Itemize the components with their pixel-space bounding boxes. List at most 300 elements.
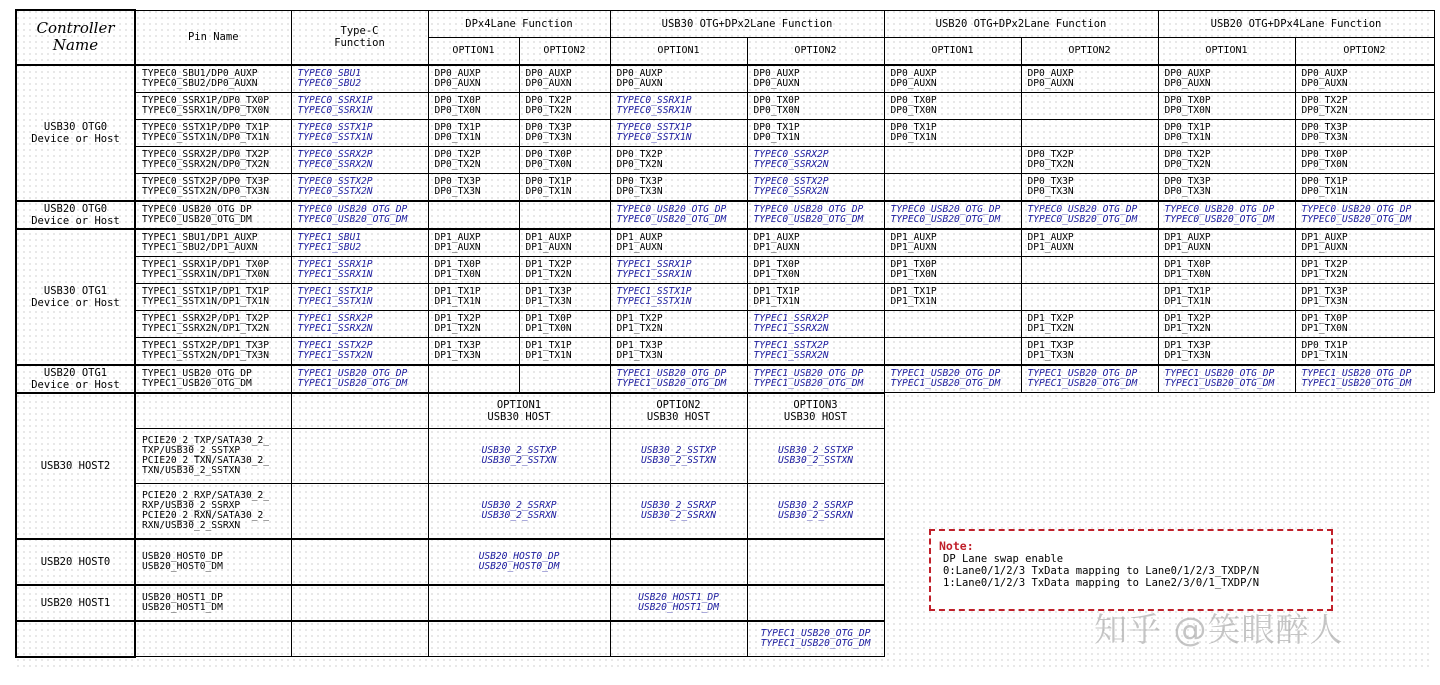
cell-line: DP0_TX1P: [1301, 339, 1348, 351]
cell-line: DP0_AUXN: [1027, 77, 1074, 89]
cell-line: PCIE20_2_RXN/SATA30_2_: [142, 509, 270, 521]
option-cell: [610, 256, 747, 283]
cell-line: TYPEC1_USB20_OTG_DP: [616, 367, 727, 379]
controller-name: USB20 HOST1: [16, 585, 135, 621]
option-cell: [519, 365, 610, 393]
cell-line: TYPEC0_USB20_OTG_DP: [1301, 203, 1412, 215]
cell-line: DP0_AUXN: [1164, 77, 1211, 89]
cell-line: TYPEC1_USB20_OTG_DP: [297, 367, 408, 379]
pin-name-cell: [135, 483, 291, 539]
cell-line: DP0_TX0P: [1301, 148, 1348, 160]
host-signal: [778, 501, 853, 521]
option-cell: [1158, 201, 1295, 229]
typec-function-cell: [291, 365, 428, 393]
pin-row: [16, 283, 1434, 310]
cell-line: DP1_TX2P: [616, 312, 663, 324]
cell-line: USB30_2_SSRXN: [481, 509, 557, 521]
cell-line: DP1_TX3N: [525, 295, 572, 307]
pin-name-cell: [135, 310, 291, 337]
host-header-row: [16, 393, 1434, 429]
cell-line: TYPEC1_SSRX1N/DP1_TX0N: [142, 268, 270, 280]
cell-line: USB30_2_SSRXN: [777, 509, 854, 521]
cell-line: TYPEC1_SSTX1N/DP1_TX1N: [142, 295, 270, 307]
cell-line: DP1_TX3P: [616, 339, 663, 351]
cell-line: TYPEC1_USB20_OTG_DM: [753, 377, 864, 389]
host-signal: [638, 593, 719, 613]
cell-line: DP0_TX0N: [753, 104, 800, 116]
cell-line: DP1_AUXN: [890, 241, 937, 253]
typec-function-cell: [291, 428, 428, 483]
cell-line: TYPEC1_USB20_OTG_DP: [1164, 367, 1275, 379]
pin-name-cell: [135, 539, 291, 585]
typec-function-cell: [291, 283, 428, 310]
option-cell: [610, 229, 747, 257]
pin-name-cell: [135, 92, 291, 119]
option-cell: [610, 146, 747, 173]
cell-line: DP1_TX2P: [1164, 312, 1211, 324]
cell-line: TYPEC0_SSRX2N: [297, 158, 373, 170]
cell-line: TYPEC0_USB20_OTG_DP: [1027, 203, 1138, 215]
cell-line: DP0_TX1N: [1301, 185, 1348, 197]
typec-function-cell: [291, 119, 428, 146]
cell-line: USB30_2_SSTXP: [777, 444, 854, 456]
host-signal: [479, 552, 560, 572]
cell-line: DP1_TX1N: [434, 295, 481, 307]
cell-line: DP1_AUXN: [616, 241, 663, 253]
option-cell: [428, 201, 519, 229]
cell-line: DP0_TX2N: [1301, 104, 1348, 116]
option-cell: [428, 146, 519, 173]
cell-line: USB30_2_SSRXN: [640, 509, 717, 521]
option-cell: [747, 229, 884, 257]
cell-line: DP1_TX1N: [525, 349, 572, 361]
host-option-cell: [428, 585, 610, 621]
option-header: OPTION1: [610, 37, 747, 65]
cell-line: USB30_2_SSRXP: [640, 499, 717, 511]
option-cell: [747, 173, 884, 201]
cell-line: TYPEC0_USB20_OTG_DM: [616, 213, 727, 225]
option-cell: [1295, 173, 1434, 201]
option-cell: [428, 119, 519, 146]
cell-line: OPTION3: [793, 398, 838, 411]
cell-line: DP0_TX2P: [1027, 148, 1074, 160]
cell-line: DP1_AUXN: [525, 241, 572, 253]
cell-line: TYPEC1_USB20_OTG_DM: [616, 377, 727, 389]
pin-name-cell: [135, 428, 291, 483]
option-cell: [884, 310, 1021, 337]
option-cell: [1021, 256, 1158, 283]
typec-function-cell: [291, 621, 428, 657]
option-cell: [519, 229, 610, 257]
controller-role-line: Device or Host: [31, 132, 120, 145]
option-cell: [519, 256, 610, 283]
controller-name-line: USB30 OTG0: [43, 120, 108, 133]
host-option-cell: [747, 428, 884, 483]
cell-line: DP0_TX2P: [1301, 94, 1348, 106]
cell-line: TYPEC0_SSRX1N: [297, 104, 373, 116]
pin-row: [16, 337, 1434, 365]
pin-row: [16, 146, 1434, 173]
cell-line: DP1_TX3P: [1164, 339, 1211, 351]
cell-line: TYPEC0_SSTX1P/DP0_TX1P: [142, 121, 270, 133]
option-cell: [884, 65, 1021, 93]
host-option-cell: [428, 621, 610, 657]
option-cell: [428, 310, 519, 337]
cell-line: DP0_TX3N: [616, 185, 663, 197]
cell-line: DP1_TX1N: [1301, 349, 1348, 361]
cell-line: DP1_TX0N: [753, 268, 800, 280]
option-cell: [884, 283, 1021, 310]
typec-function-cell: [291, 585, 428, 621]
option-cell: [519, 201, 610, 229]
cell-line: TYPEC1_SSRX2P: [297, 312, 373, 324]
host-signal: [641, 501, 716, 521]
function-group-header: USB20 OTG+DPx2Lane Function: [884, 10, 1158, 37]
cell-line: TYPEC1_USB20_OTG_DM: [142, 377, 252, 389]
controller-name: [16, 65, 135, 201]
cell-line: TYPEC1_SSRX1P: [616, 258, 692, 270]
cell-line: DP1_AUXP: [1027, 231, 1074, 243]
cell-line: TYPEC0_SSTX1N: [616, 131, 692, 143]
option-cell: [747, 365, 884, 393]
controller-name-line: USB20 OTG0: [43, 202, 108, 215]
cell-line: DP1_TX0P: [1301, 312, 1348, 324]
typec-function-cell: [291, 393, 428, 429]
typec-function-cell: [291, 337, 428, 365]
cell-line: TYPEC1_SSTX2P: [297, 339, 373, 351]
cell-line: TYPEC1_SSTX1P/DP1_TX1P: [142, 285, 270, 297]
cell-line: DP1_TX0P: [890, 258, 937, 270]
cell-line: USB20_HOST1_DP: [638, 591, 719, 603]
option-cell: [884, 201, 1021, 229]
option-header: OPTION1: [428, 37, 519, 65]
typec-function-header: Type-C Function: [291, 10, 428, 65]
option-cell: [610, 201, 747, 229]
option-cell: [747, 256, 884, 283]
option-cell: [428, 92, 519, 119]
cell-line: OPTION1: [496, 398, 542, 411]
controller-role-line: Device or Host: [31, 378, 120, 391]
cell-line: DP0_TX3N: [1027, 185, 1074, 197]
option-cell: [610, 119, 747, 146]
cell-line: DP0_TX1N: [1164, 131, 1211, 143]
option-cell: [884, 337, 1021, 365]
cell-line: DP1_AUXP: [753, 231, 800, 243]
function-group-header: DPx4Lane Function: [428, 10, 610, 37]
cell-line: TYPEC0_SBU2: [297, 77, 362, 89]
cell-line: DP1_TX3P: [1301, 285, 1348, 297]
typec-function-cell: [291, 92, 428, 119]
cell-line: DP1_TX1P: [890, 285, 937, 297]
cell-line: TYPEC0_USB20_OTG_DM: [142, 213, 252, 225]
option-cell: [747, 146, 884, 173]
cell-line: DP0_TX1N: [753, 131, 800, 143]
cell-line: DP0_TX0P: [1164, 94, 1211, 106]
cell-line: TYPEC0_SSRX1P/DP0_TX0P: [142, 94, 270, 106]
option-cell: [428, 65, 519, 93]
cell-line: DP0_TX0N: [434, 104, 481, 116]
cell-line: DP0_TX0P: [753, 94, 800, 106]
pin-row: [16, 92, 1434, 119]
cell-line: TYPEC0_USB20_OTG_DM: [890, 213, 1001, 225]
cell-line: DP0_AUXN: [890, 77, 937, 89]
cell-line: USB20_HOST1_DP: [142, 591, 223, 603]
cell-line: TYPEC1_SSRX1P/DP1_TX0P: [142, 258, 270, 270]
cell-line: DP1_TX1P: [753, 285, 800, 297]
cell-line: DP1_TX3N: [434, 349, 481, 361]
option-header: OPTION2: [519, 37, 610, 65]
cell-line: TYPEC1_USB20_OTG_DM: [1164, 377, 1275, 389]
typec-function-cell: [291, 201, 428, 229]
controller-name: [16, 201, 135, 229]
cell-line: DP1_TX0P: [525, 312, 572, 324]
cell-line: DP0_AUXN: [1301, 77, 1348, 89]
cell-line: TYPEC1_USB20_OTG_DM: [1027, 377, 1138, 389]
option-cell: [1295, 119, 1434, 146]
cell-line: DP0_TX1N: [525, 185, 572, 197]
option-cell: [610, 173, 747, 201]
cell-line: DP0_TX1P: [753, 121, 800, 133]
cell-line: TYPEC0_USB20_OTG_DP: [142, 203, 252, 215]
cell-line: DP0_AUXN: [434, 77, 481, 89]
cell-line: TXP/USB30_2_SSTXP: [142, 444, 241, 456]
option-cell: [1295, 337, 1434, 365]
cell-line: DP1_AUXN: [1301, 241, 1348, 253]
cell-line: DP1_AUXP: [525, 231, 572, 243]
cell-line: DP0_TX3N: [1301, 131, 1348, 143]
cell-line: TYPEC1_SBU2/DP1_AUXN: [142, 241, 258, 253]
cell-line: DP0_TX2P: [434, 148, 481, 160]
option-cell: [519, 310, 610, 337]
host-option-header: [747, 393, 884, 429]
cell-line: TYPEC1_SSTX2P/DP1_TX3P: [142, 339, 270, 351]
option-cell: [1295, 146, 1434, 173]
cell-line: USB30_2_SSTXN: [640, 454, 717, 466]
cell-line: USB30_2_SSTXN: [777, 454, 854, 466]
host-option-cell: [610, 585, 747, 621]
option-cell: [610, 337, 747, 365]
pin-name-cell: [135, 585, 291, 621]
cell-line: TYPEC0_USB20_OTG_DP: [616, 203, 727, 215]
cell-line: DP0_TX0N: [1301, 158, 1348, 170]
cell-line: DP0_AUXN: [525, 77, 572, 89]
cell-line: DP1_TX1N: [1164, 295, 1211, 307]
cell-line: DP0_AUXP: [616, 67, 663, 79]
cell-line: TYPEC1_SBU1/DP1_AUXP: [142, 231, 258, 243]
cell-line: DP1_TX3N: [616, 349, 663, 361]
cell-line: TYPEC1_USB20_OTG_DP: [1027, 367, 1138, 379]
cell-line: TXN/USB30_2_SSTXN: [142, 464, 241, 476]
pin-row: [16, 119, 1434, 146]
cell-line: DP0_TX0P: [434, 94, 481, 106]
cell-line: TYPEC0_SSTX2P: [297, 175, 373, 187]
cell-line: TYPEC1_USB20_OTG_DP: [890, 367, 1001, 379]
cell-line: USB30_2_SSTXP: [640, 444, 717, 456]
cell-line: TYPEC0_SSTX1N: [297, 131, 373, 143]
cell-line: PCIE20_2_TXN/SATA30_2_: [142, 454, 270, 466]
cell-line: TYPEC1_USB20_OTG_DM: [1301, 377, 1412, 389]
pin-name-cell: [135, 365, 291, 393]
controller-name-header: Controller Name: [16, 10, 135, 65]
option-cell: [1158, 119, 1295, 146]
cell-line: DP1_TX0P: [1164, 258, 1211, 270]
cell-line: DP1_TX1P: [525, 339, 572, 351]
cell-line: RXP/USB30_2_SSRXP: [142, 499, 241, 511]
cell-line: DP0_TX1P: [1164, 121, 1211, 133]
cell-line: TYPEC1_SSTX1P: [297, 285, 373, 297]
cell-line: DP0_AUXP: [434, 67, 481, 79]
cell-line: DP1_TX0P: [434, 258, 481, 270]
cell-line: TYPEC0_USB20_OTG_DP: [753, 203, 864, 215]
option-cell: [884, 92, 1021, 119]
option-cell: [1021, 92, 1158, 119]
typec-function-cell: [291, 173, 428, 201]
host-option-cell: [610, 428, 747, 483]
host-option-cell: [747, 585, 884, 621]
cell-line: DP1_TX0N: [1301, 322, 1348, 334]
option-cell: [884, 229, 1021, 257]
function-group-header: USB30 OTG+DPx2Lane Function: [610, 10, 884, 37]
cell-line: OPTION2: [656, 398, 701, 411]
option-cell: [884, 365, 1021, 393]
cell-line: DP0_TX3P: [1027, 175, 1074, 187]
cell-line: TYPEC1_USB20_OTG_DM: [297, 377, 408, 389]
cell-line: DP1_TX0N: [525, 322, 572, 334]
cell-line: TYPEC1_SSTX2N/DP1_TX3N: [142, 349, 270, 361]
cell-line: USB20_HOST0_DP: [478, 550, 560, 562]
cell-line: TYPEC0_SSTX2N/DP0_TX3N: [142, 185, 270, 197]
cell-line: DP1_TX1P: [1164, 285, 1211, 297]
cell-line: DP1_TX3N: [1027, 349, 1074, 361]
option-cell: [519, 119, 610, 146]
cell-line: DP0_TX0N: [1164, 104, 1211, 116]
option-cell: [428, 173, 519, 201]
option-cell: [1295, 283, 1434, 310]
cell-line: DP0_TX3N: [525, 131, 572, 143]
cell-line: DP0_AUXP: [525, 67, 572, 79]
option-cell: [519, 92, 610, 119]
cell-line: DP0_TX1P: [890, 121, 937, 133]
cell-line: TYPEC0_USB20_OTG_DM: [1301, 213, 1412, 225]
cell-line: TYPEC1_SBU2: [297, 241, 362, 253]
cell-line: TYPEC0_USB20_OTG_DP: [1164, 203, 1275, 215]
controller-name: [16, 365, 135, 393]
cell-line: RXN/USB30_2_SSRXN: [142, 519, 241, 531]
option-cell: [519, 337, 610, 365]
cell-line: TYPEC0_USB20_OTG_DM: [753, 213, 864, 225]
host-option-cell: [428, 483, 610, 539]
option-cell: [1295, 229, 1434, 257]
host-option-cell: [610, 539, 747, 585]
note-box: [929, 529, 1333, 611]
option-cell: [884, 146, 1021, 173]
option-cell: [1158, 337, 1295, 365]
cell-line: DP0_AUXP: [1301, 67, 1348, 79]
option-cell: [747, 92, 884, 119]
cell-line: TYPEC1_SSTX1P: [616, 285, 692, 297]
option-cell: [428, 256, 519, 283]
cell-line: TYPEC0_SSRX2P: [297, 148, 373, 160]
option-cell: [610, 65, 747, 93]
pin-name-cell: [135, 621, 291, 657]
cell-line: USB20_HOST0_DP: [142, 550, 223, 562]
cell-line: DP1_TX2P: [525, 258, 572, 270]
option-cell: [1295, 310, 1434, 337]
pin-name-cell: [135, 283, 291, 310]
pin-name-header: Pin Name: [135, 10, 291, 65]
usb20-row: [16, 365, 1434, 393]
cell-line: TYPEC1_SSTX2P: [753, 339, 829, 351]
controller-name-line: USB20 OTG1: [43, 366, 108, 379]
cell-line: TYPEC1_USB20_OTG_DP: [1301, 367, 1412, 379]
cell-line: PCIE20_2_TXP/SATA30_2_: [142, 434, 270, 446]
typec-function-cell: [291, 229, 428, 257]
cell-line: DP1_AUXN: [753, 241, 800, 253]
cell-line: DP1_TX2N: [1027, 322, 1074, 334]
cell-line: DP0_TX2P: [616, 148, 663, 160]
host-option-cell: [747, 483, 884, 539]
option-cell: [1158, 256, 1295, 283]
cell-line: DP1_TX3N: [1301, 295, 1348, 307]
cell-line: TYPEC1_SBU1: [297, 231, 362, 243]
cell-line: TYPEC0_USB20_OTG_DP: [297, 203, 408, 215]
cell-line: DP0_AUXN: [616, 77, 663, 89]
host-option-cell: [747, 621, 884, 657]
cell-line: DP1_TX2P: [1027, 312, 1074, 324]
cell-line: DP0_TX2N: [525, 104, 572, 116]
option-cell: [1158, 65, 1295, 93]
note-line: DP Lane swap enable: [943, 553, 1064, 565]
cell-line: USB20_HOST1_DM: [142, 601, 223, 613]
cell-line: TYPEC1_USB20_OTG_DP: [753, 367, 864, 379]
cell-line: DP0_TX3P: [616, 175, 663, 187]
cell-line: TYPEC1_SSRX2N: [297, 322, 373, 334]
option-cell: [747, 65, 884, 93]
option-cell: [747, 283, 884, 310]
cell-line: TYPEC0_SBU1/DP0_AUXP: [142, 67, 258, 79]
cell-line: TYPEC0_SSRX1P: [616, 94, 692, 106]
cell-line: USB30_2_SSRXP: [777, 499, 854, 511]
pin-name-cell: [135, 337, 291, 365]
cell-line: DP1_TX3P: [434, 339, 481, 351]
cell-line: USB30_2_SSTXN: [481, 454, 557, 466]
option-cell: [747, 119, 884, 146]
cell-line: DP0_AUXP: [1164, 67, 1211, 79]
option-cell: [884, 256, 1021, 283]
cell-line: DP0_TX0P: [525, 148, 572, 160]
cell-line: DP0_TX1P: [1301, 175, 1348, 187]
cell-line: DP1_AUXN: [1027, 241, 1074, 253]
cell-line: DP0_TX2N: [616, 158, 663, 170]
option-cell: [1021, 65, 1158, 93]
option-cell: [884, 173, 1021, 201]
cell-line: DP1_TX0P: [753, 258, 800, 270]
cell-line: USB30_2_SSRXP: [481, 499, 557, 511]
pin-name-cell: [135, 256, 291, 283]
cell-line: DP1_TX3N: [1164, 349, 1211, 361]
cell-line: DP1_TX0N: [434, 268, 481, 280]
cell-line: TYPEC0_SSTX2N: [297, 185, 373, 197]
typec-function-cell: [291, 146, 428, 173]
option-cell: [1021, 337, 1158, 365]
cell-line: USB20_HOST1_DM: [638, 601, 719, 613]
typec-function-cell: [291, 256, 428, 283]
cell-line: DP1_TX2N: [434, 322, 481, 334]
cell-line: TYPEC1_SSTX1N: [297, 295, 373, 307]
host-signal: [761, 629, 871, 649]
cell-line: DP1_AUXP: [890, 231, 937, 243]
option-cell: [1158, 283, 1295, 310]
